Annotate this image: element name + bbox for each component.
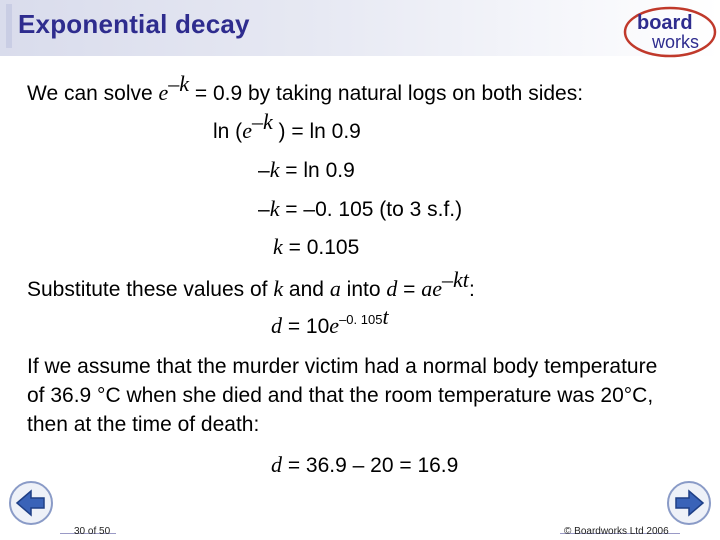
final-rhs: = 36.9 – 20 = 16.9 [282,454,459,477]
final-equation [271,453,458,478]
substitute-text: Substitute these values of [27,278,274,301]
math-k: k [269,157,280,182]
equation-step-4 [273,235,359,260]
next-slide-button[interactable] [666,480,712,526]
equals-sign: = [397,278,422,301]
previous-slide-button[interactable] [8,480,54,526]
math-e: e [329,313,340,338]
math-exponent: –k [251,109,273,134]
math-k: k [273,276,284,301]
math-k: k [273,234,283,259]
minus-sign: – [258,159,270,182]
math-ae: ae [421,276,443,301]
page-number: 30 of 50 [74,526,111,537]
step2-rhs: = ln 0.9 [279,159,355,182]
substitute-into: into [340,278,387,301]
boardworks-logo [622,4,718,60]
equation-step-1 [213,109,361,144]
math-e: e [242,118,252,143]
math-t: t [382,304,389,329]
logo-word-works: works [652,32,700,52]
page-title: Exponential decay [18,9,250,39]
minus-sign: – [258,198,270,221]
intro-line [27,71,584,106]
result-exponent [339,304,389,329]
math-d: d [386,276,398,301]
colon: : [468,278,475,301]
step4-rhs: = 0.105 [282,236,360,259]
math-exponent: –kt [442,267,469,292]
result-coefficient: = 10 [282,315,330,338]
math-d: d [271,452,282,477]
logo-word-board: board [637,12,693,34]
assumption-paragraph: If we assume that the murder victim had a normal body temperature of 36.9 °C when she died and that the room temperature was 20°C, then at the time of death: [27,355,658,436]
substitute-and: and [283,278,330,301]
title-accent [6,4,12,48]
copyright-notice: © Boardworks Ltd 2006 [564,526,669,537]
substitute-line [27,267,475,302]
result-equation [271,304,389,339]
equation-step-3 [258,197,462,222]
intro-text: We can solve [27,82,159,105]
math-a: a [329,276,341,301]
step1-rhs: ) = ln 0.9 [272,120,361,143]
equation-step-2 [258,158,355,183]
math-e: e [158,80,169,105]
math-d: d [271,313,282,338]
math-exponent: –k [168,71,190,96]
math-k: k [269,196,280,221]
intro-text-end: = 0.9 by taking natural logs on both sides: [189,82,584,105]
step3-rhs: = –0. 105 (to 3 s.f.) [279,198,463,221]
exponent-value: –0. 105 [339,312,383,327]
step1-ln: ln ( [213,120,243,143]
